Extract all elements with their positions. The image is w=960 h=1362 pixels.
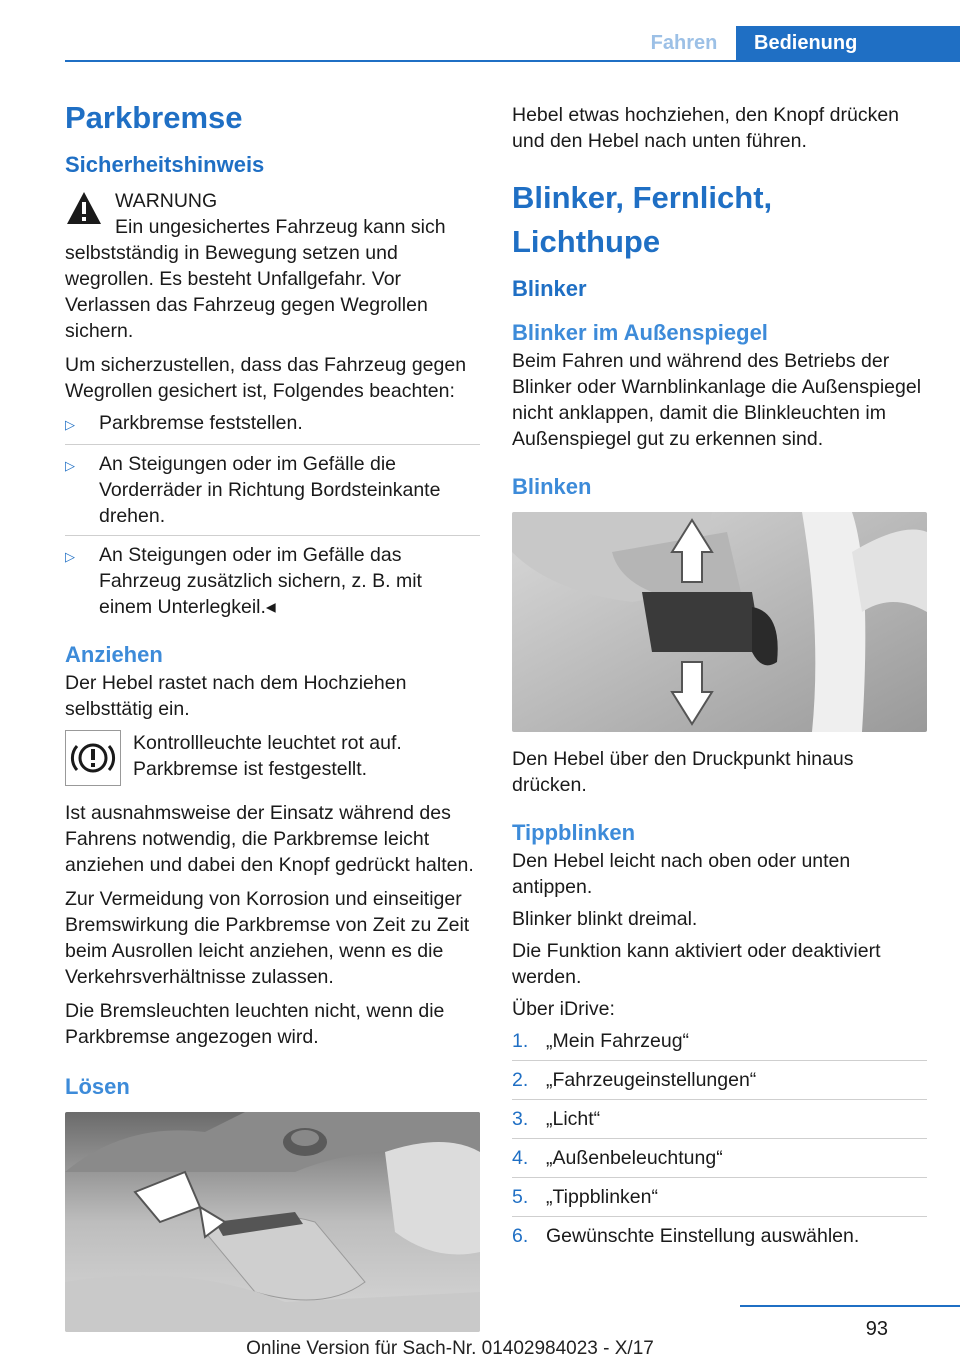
header-tab-fahren[interactable]: Fahren — [650, 32, 718, 54]
footer-rule — [740, 1305, 960, 1307]
triangle-bullet-icon: ▷ — [65, 417, 75, 432]
section-title-parkbremse: Parkbremse — [65, 100, 243, 135]
triangle-bullet-icon: ▷ — [65, 458, 75, 473]
list-divider — [65, 444, 480, 445]
blink-text: Den Hebel über den Druckpunkt hinaus drücken. — [512, 748, 854, 796]
indicator-text: Kontrollleuchte leuchtet rot auf. Parkbremse ist festgestellt. — [133, 732, 402, 780]
right-column — [512, 102, 927, 1249]
warning-text: Ein ungesichertes Fahrzeug kann sich selbstständig in Bewegung setzen und wegrollen. Es besteht Unfallgefahr. Vor Verlassen das Fahrzeug gegen Wegrollen sichern. — [65, 216, 446, 342]
parking-brake-warning-icon — [65, 730, 121, 786]
footer-text: Online Version für Sach-Nr. 01402984023 - X/17 — [246, 1338, 654, 1359]
left-column — [65, 96, 480, 1332]
corrosion-text: Zur Vermeidung von Korrosion und einseitiger Bremswirkung die Parkbremse von Zeit zu Zeit beim Ausrollen leicht anziehen, wenn es die Verkehrsverhältnisse zulassen. — [65, 888, 470, 988]
driving-text: Ist ausnahmsweise der Einsatz während des Fahrens notwendig, die Parkbremse leicht anziehen und dabei den Knopf gedrückt halten. — [65, 802, 474, 876]
heading-loesen: Lösen — [65, 1074, 130, 1099]
page-number: 93 — [865, 1318, 888, 1340]
list-item: ▷ Parkbremse feststellen. — [65, 410, 480, 438]
heading-sicherheitshinweis: Sicherheitshinweis — [65, 152, 265, 177]
heading-blinken: Blinken — [512, 474, 592, 499]
list-item: 3. „Licht“ — [512, 1108, 601, 1130]
mirror-text: Beim Fahren und während des Betriebs der Blinker oder Warnblinkanlage die Außenspiegel nicht anklappen, damit die Blinkleuchten im Außenspiegel gut zu erkennen sind. — [512, 350, 922, 450]
heading-blinker: Blinker — [512, 276, 587, 301]
list-item: 4. „Außenbeleuchtung“ — [512, 1147, 723, 1169]
header-tab-bedienung[interactable]: Bedienung — [736, 26, 960, 60]
warning-triangle-icon — [65, 190, 103, 226]
apply-text: Der Hebel rastet nach dem Hochziehen selbsttätig ein. — [65, 672, 407, 720]
release-text: Hebel etwas hochziehen, den Knopf drücken und den Hebel nach unten führen. — [512, 104, 900, 152]
indicator-block — [65, 730, 480, 786]
list-item: ▷ An Steigungen oder im Gefälle das Fahrzeug zusätzlich sichern, z. B. mit einem Unterlegkeil.◂ — [65, 544, 422, 618]
list-divider — [512, 1099, 927, 1100]
turn-signal-lever-image — [512, 512, 927, 732]
parking-brake-lever-image — [65, 1112, 480, 1332]
triangle-bullet-icon: ▷ — [65, 549, 75, 564]
brakelight-text: Die Bremsleuchten leuchten nicht, wenn die Parkbremse angezogen wird. — [65, 1000, 445, 1048]
page-header — [0, 0, 960, 62]
idrive-steps — [512, 1028, 927, 1249]
list-item: 2. „Fahrzeugeinstellungen“ — [512, 1069, 757, 1091]
warning-block — [65, 188, 480, 344]
warning-label: WARNUNG — [115, 190, 218, 212]
list-divider — [512, 1177, 927, 1178]
header-rule — [65, 60, 960, 62]
list-item: 5. „Tippblinken“ — [512, 1186, 658, 1208]
list-divider — [65, 535, 480, 536]
tip-text: Den Hebel leicht nach oben oder unten antippen. — [512, 850, 851, 898]
list-item: ▷ An Steigungen oder im Gefälle die Vorderräder in Richtung Bordsteinkante drehen. — [65, 453, 441, 527]
list-divider — [512, 1216, 927, 1217]
section-title-blinker: Blinker, Fernlicht, Lichthupe — [512, 180, 773, 259]
list-divider — [512, 1060, 927, 1061]
list-divider — [512, 1138, 927, 1139]
idrive-label: Über iDrive: — [512, 998, 615, 1020]
list-item: 1. „Mein Fahrzeug“ — [512, 1030, 690, 1052]
heading-tippblinken: Tippblinken — [512, 820, 636, 845]
intro-text: Um sicherzustellen, dass das Fahrzeug gegen Wegrollen gesichert ist, Folgendes beachten: — [65, 354, 467, 402]
heading-anziehen: Anziehen — [65, 642, 163, 667]
tip-text-3: Die Funktion kann aktiviert oder deaktiviert werden. — [512, 940, 881, 988]
list-item: 6. Gewünschte Einstellung auswählen. — [512, 1225, 860, 1247]
tip-text-2: Blinker blinkt dreimal. — [512, 908, 698, 930]
safety-list — [65, 410, 480, 620]
heading-blinker-aussenspiegel: Blinker im Außenspiegel — [512, 320, 768, 345]
